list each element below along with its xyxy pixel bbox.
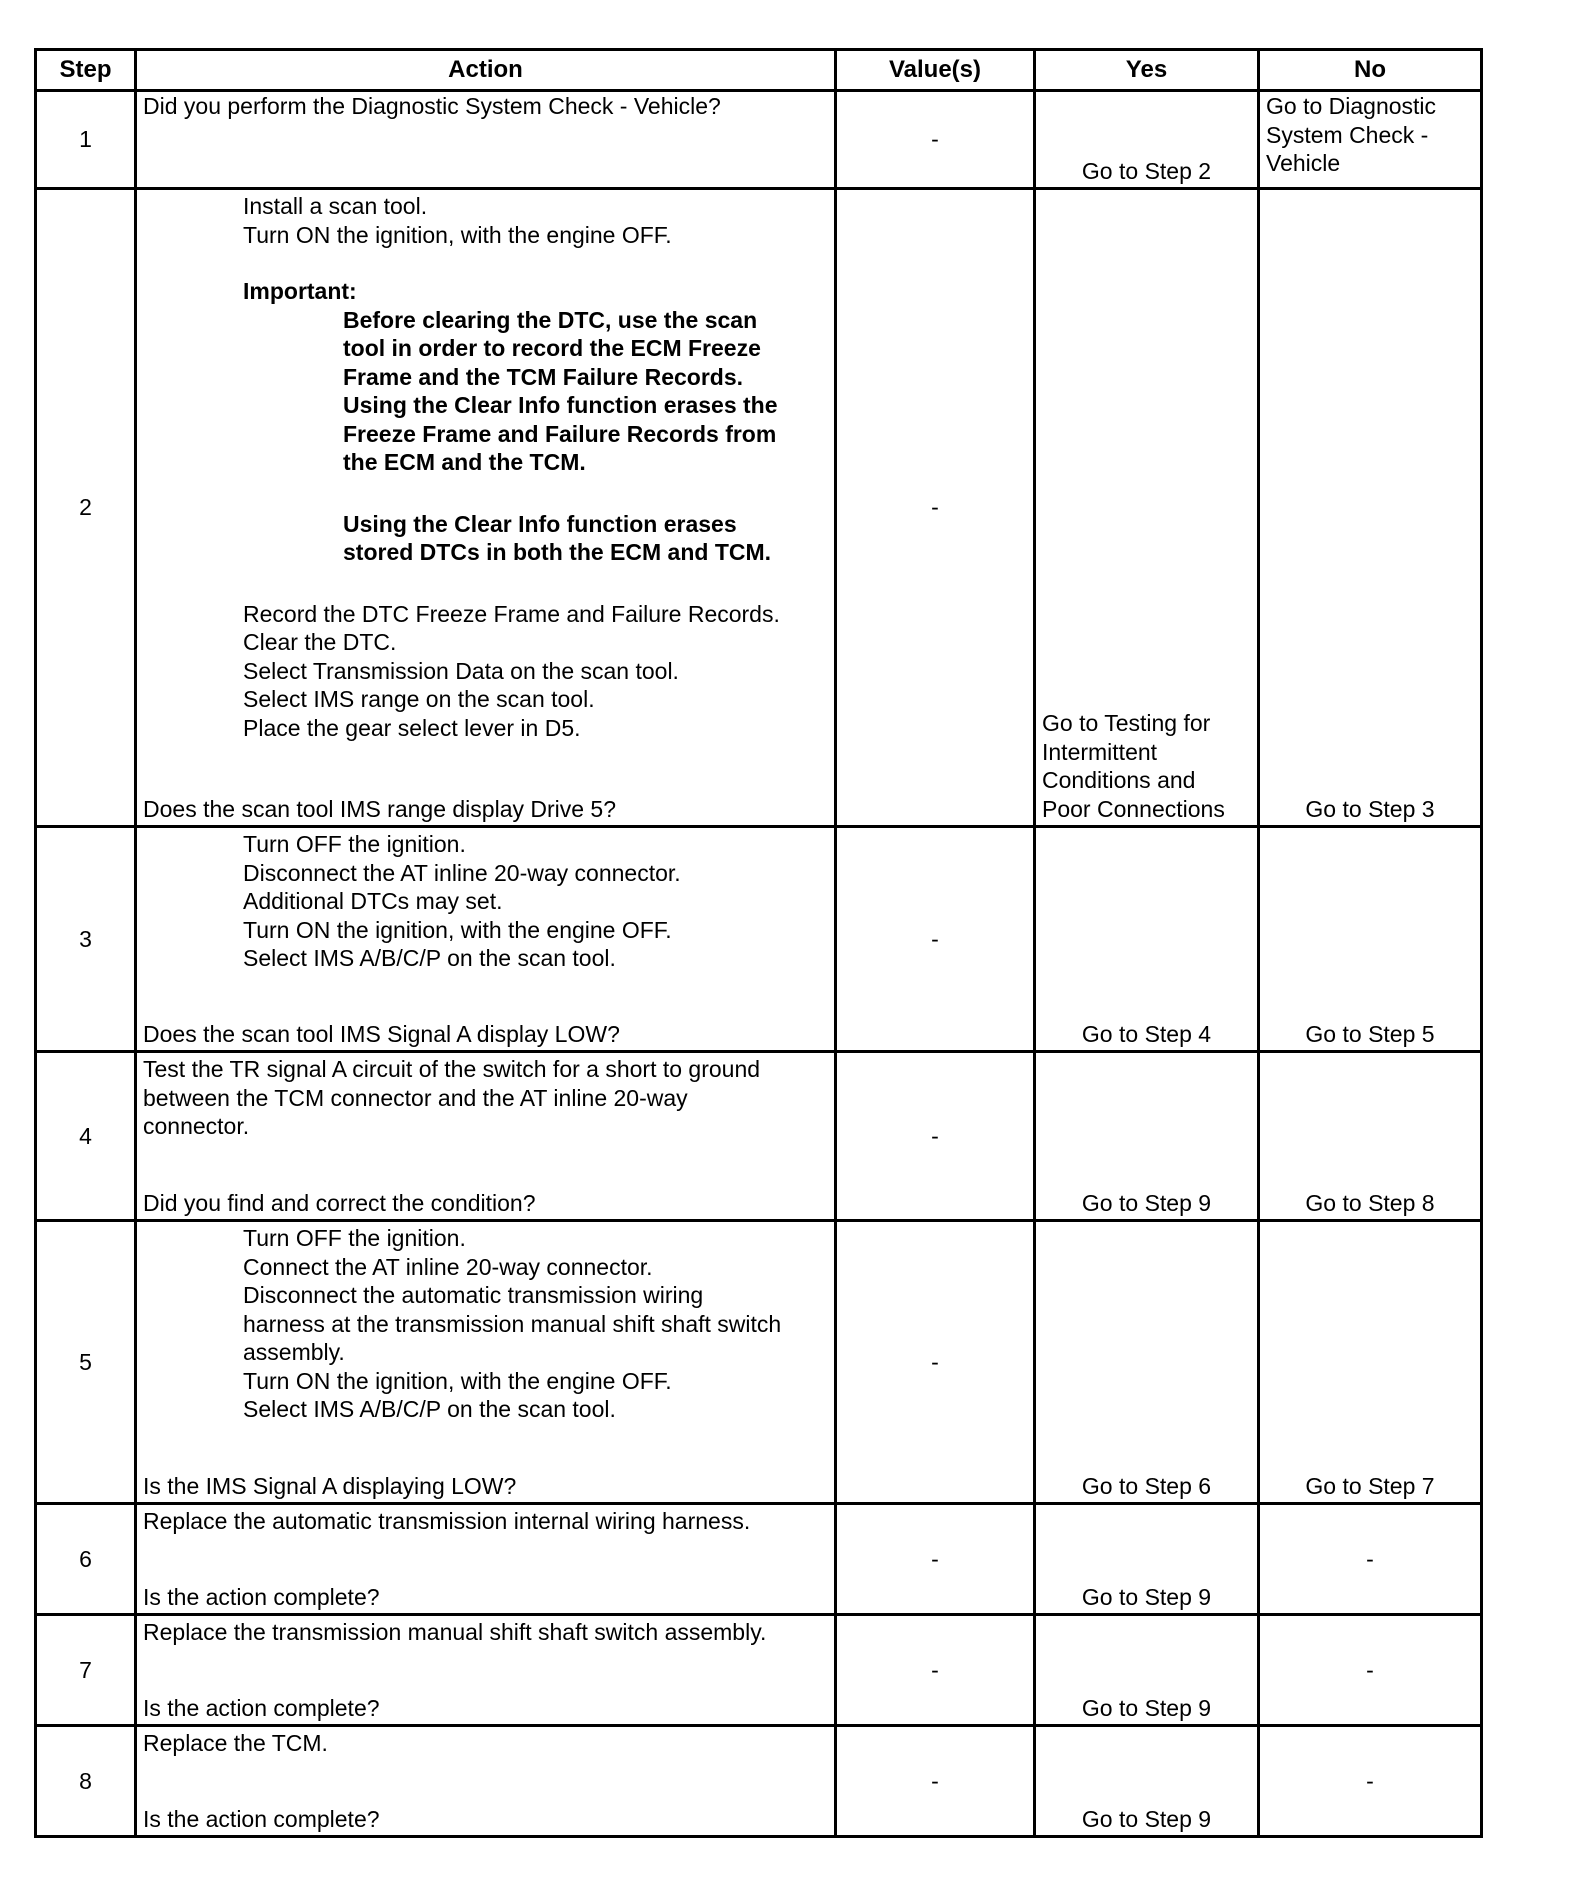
important-label: Important: [243,278,357,304]
header-no: No [1259,50,1482,91]
important-line: the ECM and the TCM. [343,449,586,475]
yes-cell: Go to Step 4 [1035,827,1259,1052]
table-row-step-8 [36,1726,1482,1837]
action-question: Is the action complete? [143,1694,380,1721]
value-cell: - [836,827,1035,1052]
instruction-line: Turn OFF the ignition. [243,1225,466,1251]
action-content [143,1053,828,1219]
yes-cell: Go to Step 9 [1035,1052,1259,1221]
table-row-step-5 [36,1221,1482,1504]
yes-line: Go to Testing for [1042,710,1211,736]
important-line: Using the Clear Info function erases the [343,392,778,418]
yes-line: Intermittent [1042,738,1158,765]
important-line: stored DTCs in both the ECM and TCM. [343,539,772,565]
instruction-line: Turn ON the ignition, with the engine OFF. [243,916,672,943]
header-step: Step [36,50,136,91]
action-line: Test the TR signal A circuit of the switch for a short to ground [143,1056,761,1082]
action-line: Replace the TCM. [143,1730,328,1756]
no-line: System Check - [1266,121,1429,148]
value-cell: - [836,189,1035,827]
action-content [143,1616,828,1724]
instruction-line: assembly. [243,1339,345,1365]
action-line: connector. [143,1113,250,1139]
instruction-line: Select IMS A/B/C/P on the scan tool. [243,1396,616,1422]
important-note [143,306,828,567]
table-row-step-3 [36,827,1482,1052]
yes-cell: Go to Step 2 [1035,91,1259,189]
important-line: Using the Clear Info function erases [343,510,737,537]
instruction-line: Disconnect the automatic transmission wiring [243,1282,704,1308]
action-question: Does the scan tool IMS range display Drive 5? [143,795,617,822]
header-action: Action [136,50,836,91]
diagnostic-table [34,48,1483,1838]
instruction-line: Select Transmission Data on the scan tool. [243,657,679,684]
header-values: Value(s) [836,50,1035,91]
action-question: Is the action complete? [143,1805,380,1832]
action-cell [136,91,836,189]
no-cell [1259,91,1482,189]
no-cell: - [1259,1615,1482,1726]
instruction-line: Clear the DTC. [243,629,397,655]
action-cell [136,1726,836,1837]
instruction-line: Additional DTCs may set. [243,888,503,914]
action-text [143,1055,828,1141]
instruction-line: Disconnect the AT inline 20-way connector. [243,859,681,886]
yes-cell [1035,189,1259,827]
action-question: Is the action complete? [143,1583,380,1610]
no-cell: Go to Step 7 [1259,1221,1482,1504]
yes-line: Conditions and [1042,767,1196,793]
action-question: Is the IMS Signal A displaying LOW? [143,1472,517,1499]
instruction-line: Turn ON the ignition, with the engine OFF. [243,1367,672,1394]
table-row-step-6 [36,1504,1482,1615]
yes-cell: Go to Step 9 [1035,1504,1259,1615]
no-cell: - [1259,1726,1482,1837]
instruction-list [143,192,828,249]
no-line: Vehicle [1266,150,1341,176]
instruction-line: Turn OFF the ignition. [243,831,466,857]
instruction-list [143,830,828,973]
action-line: Replace the transmission manual shift shaft switch assembly. [143,1619,767,1645]
step-number: 8 [36,1726,136,1837]
instruction-line: Record the DTC Freeze Frame and Failure Records. [243,600,780,627]
yes-cell: Go to Step 9 [1035,1615,1259,1726]
action-content [143,1505,828,1613]
action-question: Did you find and correct the condition? [143,1189,536,1216]
instruction-list [143,1224,828,1424]
instruction-list [143,600,828,743]
step-number: 6 [36,1504,136,1615]
action-content [143,190,828,825]
no-cell: - [1259,1504,1482,1615]
action-content [143,1727,828,1835]
important-line: tool in order to record the ECM Freeze [343,335,761,361]
value-cell: - [836,1726,1035,1837]
instruction-line: Select IMS range on the scan tool. [243,686,595,712]
value-cell: - [836,1221,1035,1504]
action-line: Replace the automatic transmission internal wiring harness. [143,1508,751,1534]
action-line: between the TCM connector and the AT inline 20-way [143,1084,688,1111]
no-cell: Go to Step 5 [1259,827,1482,1052]
instruction-line: Select IMS A/B/C/P on the scan tool. [243,945,616,971]
yes-cell: Go to Step 6 [1035,1221,1259,1504]
table-row-step-7 [36,1615,1482,1726]
step-number: 7 [36,1615,136,1726]
action-line: Did you perform the Diagnostic System Check - Vehicle? [143,93,721,119]
diagnostic-table-sheet [34,48,1483,1838]
table-row-step-1 [36,91,1482,189]
no-cell: Go to Step 3 [1259,189,1482,827]
table-row-step-4 [36,1052,1482,1221]
table-header-row [36,50,1482,91]
action-cell [136,827,836,1052]
important-line: Freeze Frame and Failure Records from [343,420,777,447]
header-yes: Yes [1035,50,1259,91]
action-cell [136,1615,836,1726]
yes-cell: Go to Step 9 [1035,1726,1259,1837]
instruction-line: Install a scan tool. [243,193,428,219]
instruction-line: Place the gear select lever in D5. [243,714,581,741]
action-cell [136,1504,836,1615]
value-cell: - [836,1052,1035,1221]
action-instructions [143,192,828,742]
value-cell: - [836,91,1035,189]
step-number: 1 [36,91,136,189]
step-number: 3 [36,827,136,1052]
important-line: Frame and the TCM Failure Records. [343,363,744,390]
yes-line: Poor Connections [1042,795,1225,822]
value-cell: - [836,1504,1035,1615]
action-cell [136,1052,836,1221]
step-number: 4 [36,1052,136,1221]
step-number: 2 [36,189,136,827]
action-question: Does the scan tool IMS Signal A display LOW? [143,1020,620,1047]
value-cell: - [836,1615,1035,1726]
action-content [143,1222,828,1502]
instruction-line: Turn ON the ignition, with the engine OFF. [243,221,672,248]
instruction-line: harness at the transmission manual shift shaft switch [243,1310,782,1337]
action-cell [136,1221,836,1504]
step-number: 5 [36,1221,136,1504]
important-line: Before clearing the DTC, use the scan [343,306,758,333]
no-line: Go to Diagnostic [1266,93,1437,119]
action-cell [136,189,836,827]
no-cell: Go to Step 8 [1259,1052,1482,1221]
instruction-line: Connect the AT inline 20-way connector. [243,1253,653,1280]
table-row-step-2 [36,189,1482,827]
action-content [143,828,828,1050]
